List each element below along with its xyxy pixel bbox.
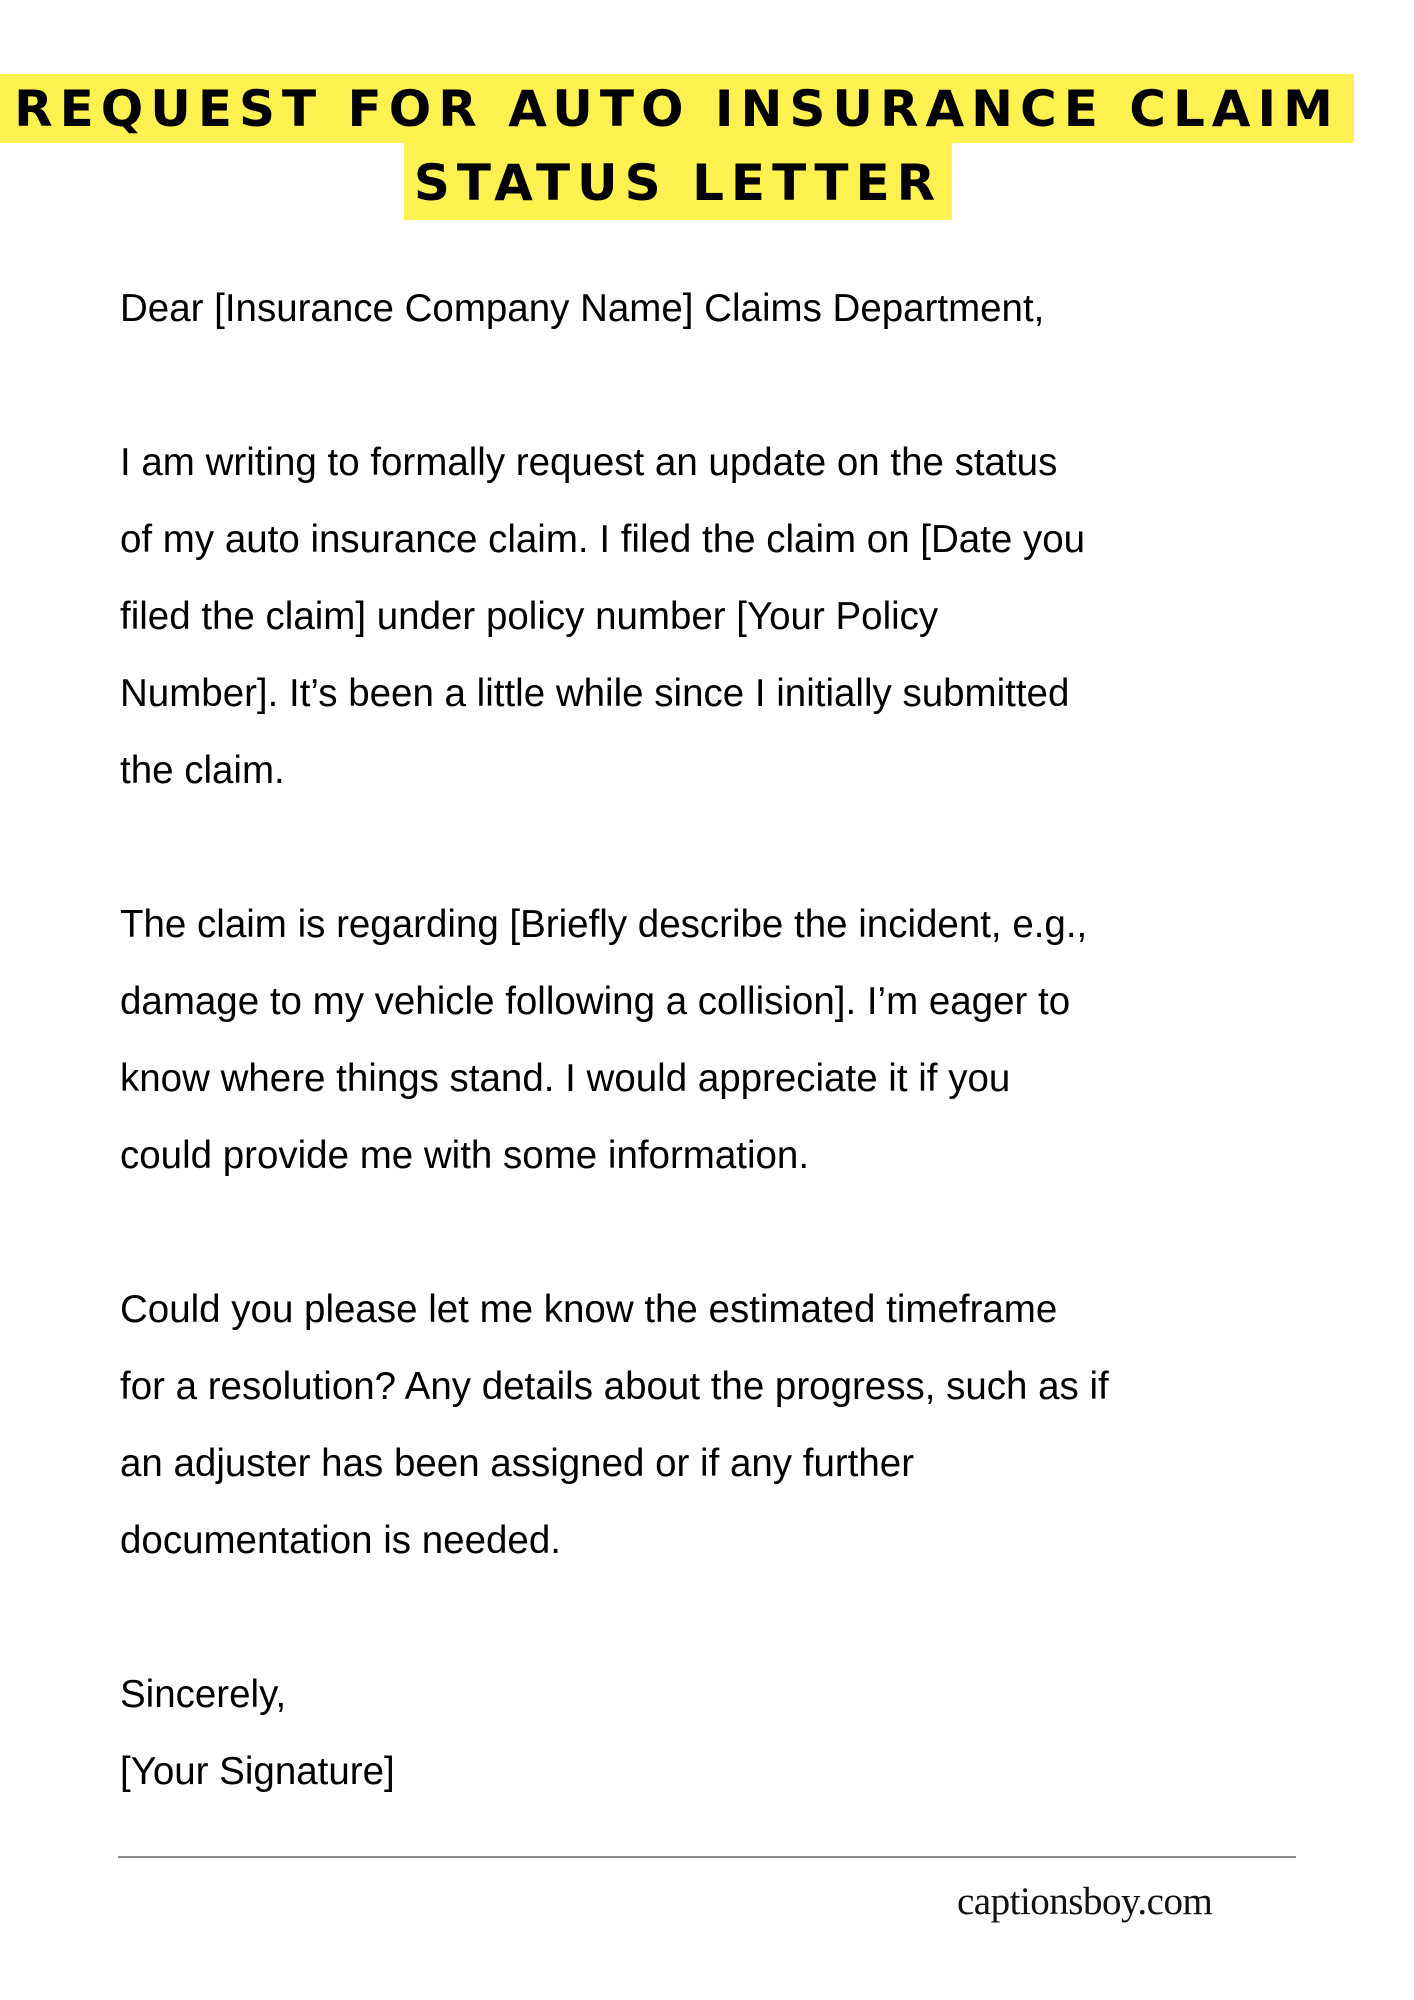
paragraph-line: know where things stand. I would appreciate it if you [120,1057,1011,1100]
paragraph-line: I am writing to formally request an update on the status [120,441,1058,484]
paragraph-line: The claim is regarding [Briefly describe the incident, e.g., [120,903,1088,946]
paragraph-2 [120,886,1380,1194]
title-line-2: STATUS LETTER [404,143,952,220]
footer-divider [118,1856,1296,1858]
signature-placeholder: [Your Signature] [120,1750,395,1793]
paragraph-line: filed the claim] under policy number [Your Policy [120,595,939,638]
paragraph-line: Number]. It’s been a little while since I initially submitted [120,672,1070,715]
title-line-1: REQUEST FOR AUTO INSURANCE CLAIM [0,74,1354,143]
paragraph-line: for a resolution? Any details about the progress, such as if [120,1365,1109,1408]
paragraph-1 [120,424,1380,809]
paragraph-line: an adjuster has been assigned or if any further [120,1442,915,1485]
closing-block [120,1656,1380,1810]
paragraph-line: Could you please let me know the estimated timeframe [120,1288,1058,1331]
paragraph-line: the claim. [120,749,285,792]
paragraph-line: documentation is needed. [120,1519,561,1562]
paragraph-line: could provide me with some information. [120,1134,810,1177]
greeting [120,270,1380,347]
paragraph-line: of my auto insurance claim. I filed the claim on [Date you [120,518,1086,561]
footer-website: captionsboy.com [957,1880,1213,1923]
letter-body [120,270,1380,1887]
paragraph-3 [120,1271,1380,1579]
greeting-text: Dear [Insurance Company Name] Claims Department, [120,287,1045,330]
paragraph-line: damage to my vehicle following a collision]. I’m eager to [120,980,1071,1023]
closing-text: Sincerely, [120,1673,287,1716]
